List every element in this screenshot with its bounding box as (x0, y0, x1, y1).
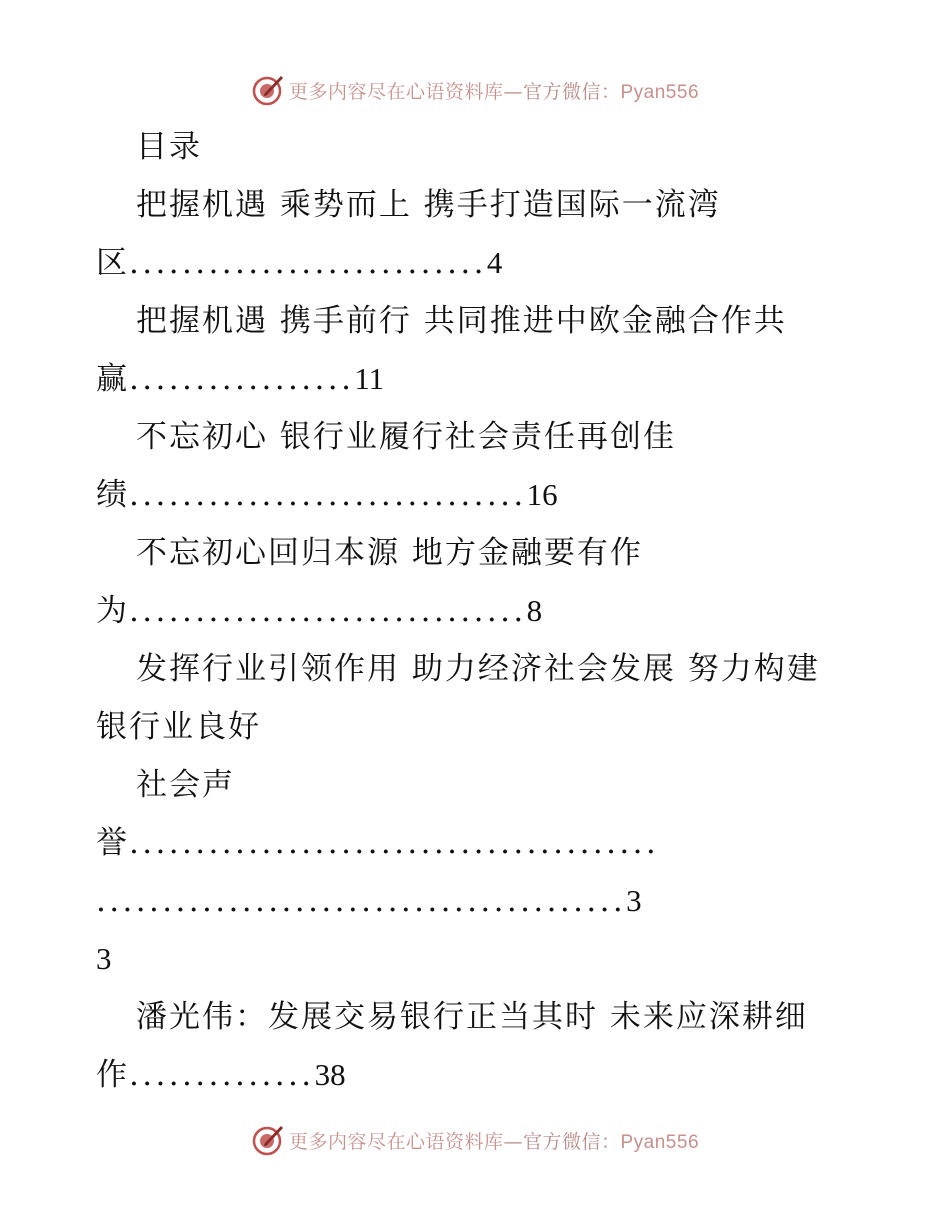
toc-entry-3-title[interactable]: 不忘初心 银行业履行社会责任再创佳 (136, 419, 676, 455)
toc-entry-6-title[interactable]: 潘光伟：发展交易银行正当其时 未来应深耕细 (136, 999, 808, 1035)
toc-entry-1-continuation[interactable] (96, 234, 856, 292)
toc-entry-4-page: 8 (526, 593, 543, 628)
toc-entry-1-leader: ........................... (129, 245, 487, 281)
pen-logo-icon (251, 1123, 285, 1157)
pen-logo-icon (251, 73, 285, 107)
toc-entry-5-page-part1: 3 (626, 883, 642, 918)
toc-entry-5-leader-2: ........................................ (96, 883, 627, 919)
toc-entry-2-continuation[interactable] (96, 350, 856, 408)
toc-entry-4-leader: .............................. (129, 593, 527, 629)
toc-entry-6-page: 38 (314, 1057, 346, 1092)
toc-entry-3-title-end: 绩 (96, 477, 129, 513)
toc-entry-2-leader: ................. (129, 361, 355, 397)
toc-entry-5-title[interactable]: 发挥行业引领作用 助力经济社会发展 努力构建 (136, 651, 820, 687)
footer-banner-text (289, 1127, 699, 1154)
toc-entry-2-title[interactable]: 把握机遇 携手前行 共同推进中欧金融合作共 (136, 303, 787, 339)
toc-entry-5-page-wrap[interactable] (96, 930, 856, 988)
toc-entry-6-title-end: 作 (96, 1057, 129, 1093)
toc-entry-5-title-line2[interactable]: 银行业良好 (96, 709, 261, 745)
toc-entry-5-continuation[interactable] (96, 814, 856, 872)
toc-entry-6-continuation[interactable] (96, 1046, 856, 1104)
toc-entry-3-leader: .............................. (129, 477, 527, 513)
toc-heading: 目录 (136, 129, 202, 165)
toc-entry-3-continuation[interactable] (96, 466, 856, 524)
footer-banner (0, 1118, 950, 1162)
toc-entry-5-title-end: 誉 (96, 825, 129, 861)
toc-entry-5-leader-line[interactable] (96, 872, 856, 930)
header-banner (0, 68, 950, 112)
header-banner-wechat: Pyan556 (620, 81, 700, 103)
toc-entry-1-title[interactable]: 把握机遇 乘势而上 携手打造国际一流湾 (136, 187, 721, 223)
header-banner-text (289, 77, 699, 104)
footer-banner-main: 更多内容尽在心语资料库 (288, 1130, 504, 1153)
toc-entry-4-continuation[interactable] (96, 582, 856, 640)
toc-entry-5-title-line3[interactable]: 社会声 (136, 767, 235, 803)
table-of-contents (96, 118, 856, 1104)
toc-entry-2-page: 11 (354, 361, 385, 396)
footer-banner-wechat: Pyan556 (620, 1131, 700, 1153)
footer-banner-official: —官方微信： (503, 1130, 621, 1153)
toc-entry-1-title-end: 区 (96, 245, 129, 281)
toc-entry-4-title-end: 为 (96, 593, 129, 629)
toc-entry-5-page-part2: 3 (96, 941, 112, 976)
toc-entry-4-title[interactable]: 不忘初心回归本源 地方金融要有作 (136, 535, 643, 571)
toc-entry-5-leader-1: ........................................ (129, 825, 660, 861)
header-banner-official: —官方微信： (503, 80, 621, 103)
toc-entry-3-page: 16 (526, 477, 558, 512)
toc-entry-6-leader: .............. (129, 1057, 315, 1093)
header-banner-main: 更多内容尽在心语资料库 (288, 80, 504, 103)
toc-entry-1-page: 4 (486, 245, 503, 280)
toc-entry-2-title-end: 赢 (96, 361, 129, 397)
